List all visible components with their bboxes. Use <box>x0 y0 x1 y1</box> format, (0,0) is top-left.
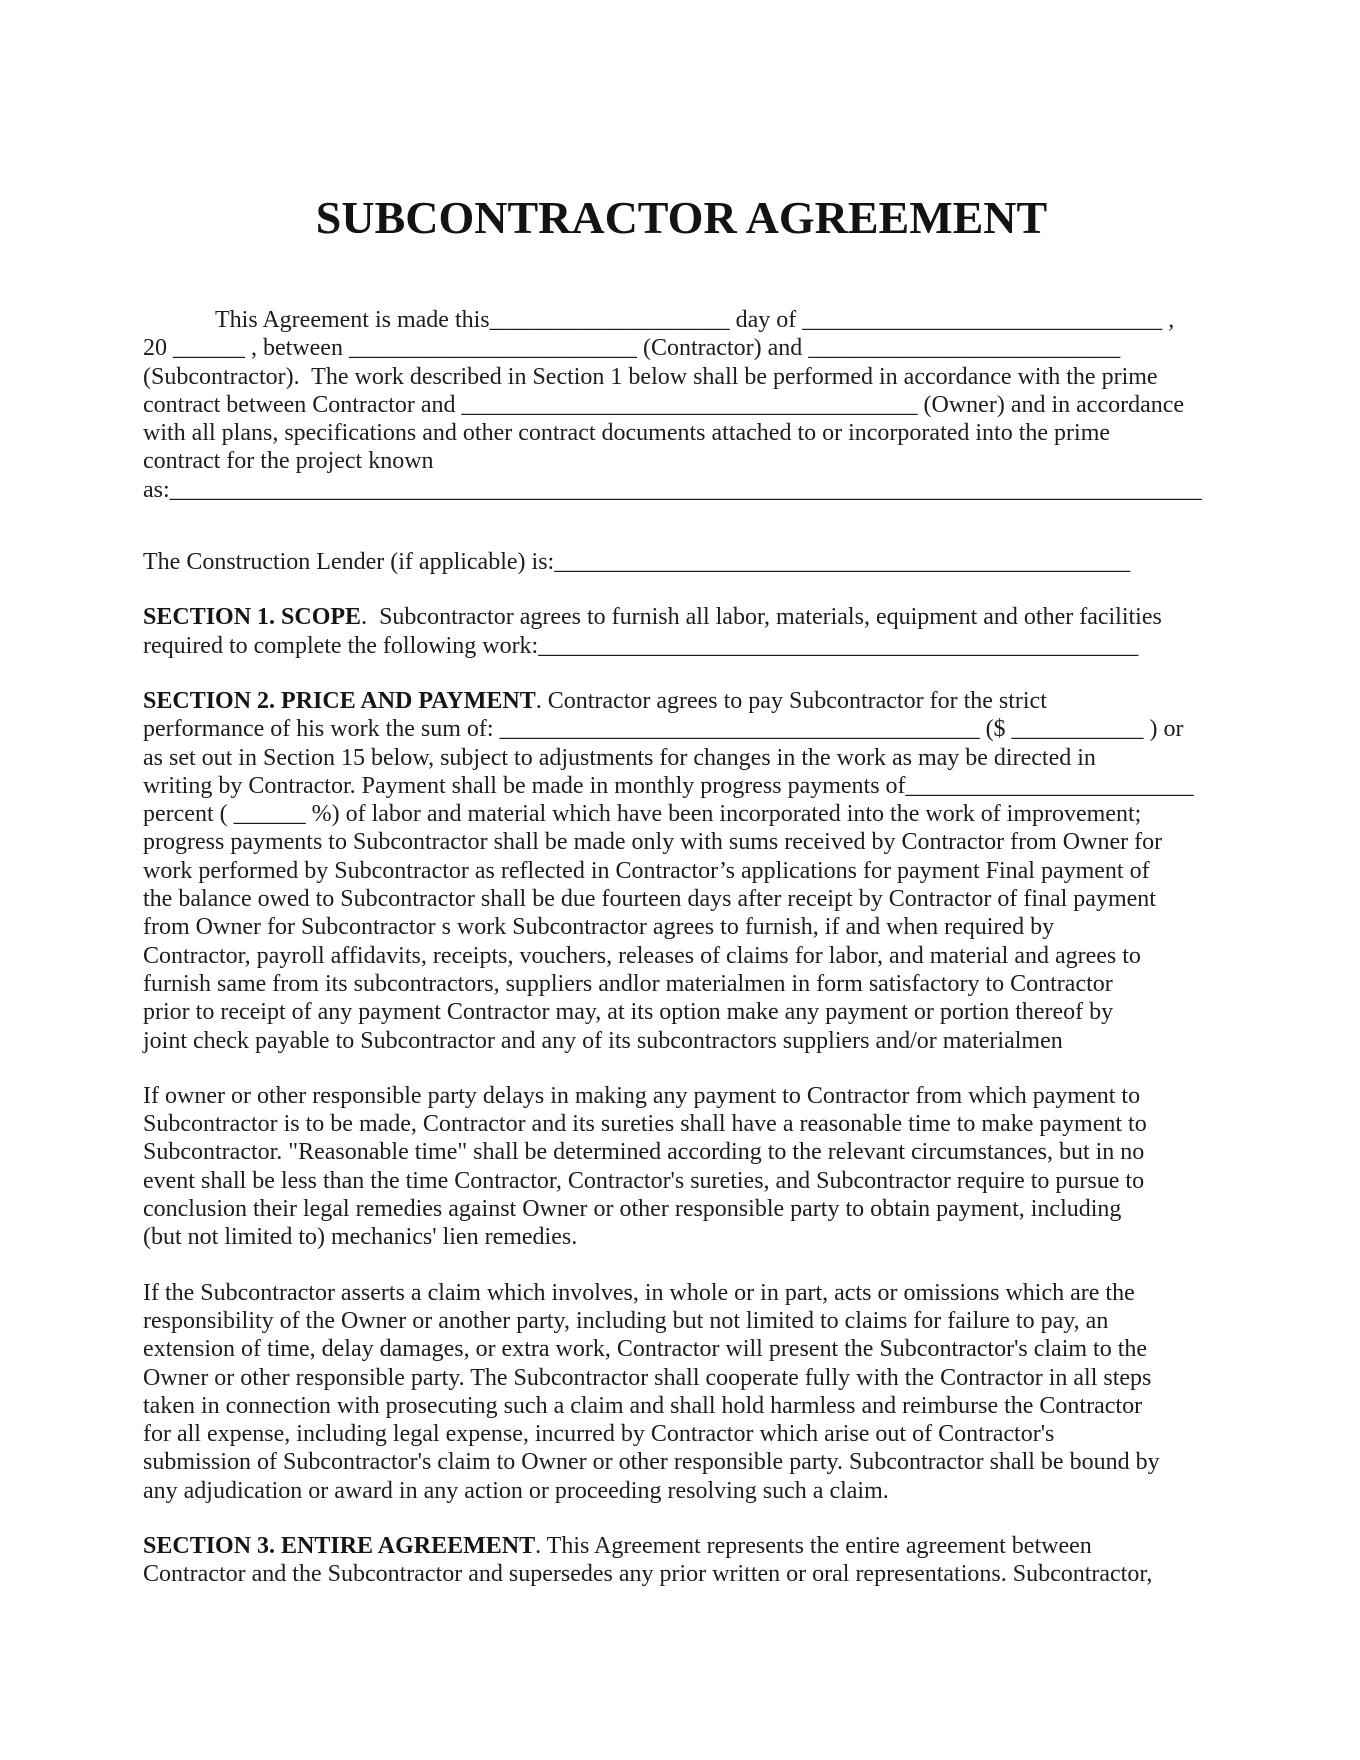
text-line: If the Subcontractor asserts a claim which involves, in whole or in part, acts or omissions which are the <box>143 1279 1135 1306</box>
scope-work-blank-line: required to complete the following work:__________________________________________________ <box>143 632 1139 659</box>
text-line: the balance owed to Subcontractor shall be due fourteen days after receipt by Contractor of final payment <box>143 886 1156 913</box>
text-line: taken in connection with prosecuting such a claim and shall hold harmless and reimburse the Contractor <box>143 1392 1143 1419</box>
text-line: If owner or other responsible party delays in making any payment to Contractor from which payment to <box>143 1082 1141 1109</box>
section-3-heading: SECTION 3. ENTIRE AGREEMENT <box>143 1532 536 1559</box>
section-1-heading-rest: . Subcontractor agrees to furnish all labor, materials, equipment and other facilities <box>361 604 1162 631</box>
text-line: Owner or other responsible party. The Subcontractor shall cooperate fully with the Contractor in all steps <box>143 1364 1152 1391</box>
text-line: conclusion their legal remedies against Owner or other responsible party to obtain payment, including <box>143 1196 1122 1223</box>
project-name-blank-line: as:______________________________________________________________________________________ <box>143 476 1202 503</box>
text-line: progress payments to Subcontractor shall be made only with sums received by Contractor from Owner for <box>143 829 1163 856</box>
section-2-price-payment-paragraph <box>143 687 1220 1055</box>
text-line: any adjudication or award in any action or proceeding resolving such a claim. <box>143 1477 889 1504</box>
text-line: Contractor and the Subcontractor and supersedes any prior written or oral representations. Subcontractor, <box>143 1561 1153 1588</box>
text-line <box>143 687 1220 715</box>
text-line: Subcontractor is to be made, Contractor and its sureties shall have a reasonable time to make payment to <box>143 1111 1147 1138</box>
section-1-scope-paragraph <box>143 603 1220 660</box>
text-line: furnish same from its subcontractors, suppliers andlor materialmen in form satisfactory to Contractor <box>143 970 1113 997</box>
text-line: for all expense, including legal expense, incurred by Contractor which arise out of Contractor's <box>143 1421 1055 1448</box>
text-line: joint check payable to Subcontractor and any of its subcontractors suppliers and/or materialmen <box>143 1027 1063 1054</box>
section-2-heading-rest: . Contractor agrees to pay Subcontractor for the strict <box>535 687 1047 714</box>
text-line: (Subcontractor). The work described in Section 1 below shall be performed in accordance with the prime <box>143 363 1158 390</box>
text-line: work performed by Subcontractor as reflected in Contractor’s applications for payment Final payment of <box>143 857 1150 884</box>
text-line: from Owner for Subcontractor s work Subcontractor agrees to furnish, if and when required by <box>143 914 1055 941</box>
section-3-heading-rest: . This Agreement represents the entire agreement between <box>535 1532 1092 1559</box>
progress-payments-blank-line: writing by Contractor. Payment shall be made in monthly progress payments of________________________ <box>143 772 1194 799</box>
text-line: This Agreement is made this____________________ day of ______________________________ , <box>215 307 1175 333</box>
section-3-entire-agreement-paragraph <box>143 1532 1220 1589</box>
text-line: extension of time, delay damages, or extra work, Contractor will present the Subcontractor's claim to the <box>143 1336 1148 1363</box>
sum-blank-line: performance of his work the sum of: ________________________________________ ($ ___________ ) or <box>143 716 1184 743</box>
text-line: with all plans, specifications and other contract documents attached to or incorporated into the prime <box>143 420 1111 447</box>
intro-paragraph <box>143 306 1220 504</box>
text-line: contract between Contractor and ______________________________________ (Owner) and in accordance <box>143 391 1185 418</box>
text-line: contract for the project known <box>143 448 434 475</box>
text-line <box>143 1532 1220 1560</box>
section-1-heading: SECTION 1. SCOPE <box>143 604 362 631</box>
text-line: Subcontractor. "Reasonable time" shall be determined according to the relevant circumstances, but in no <box>143 1139 1145 1166</box>
text-line: (but not limited to) mechanics' lien remedies. <box>143 1224 578 1251</box>
text-line: submission of Subcontractor's claim to Owner or other responsible party. Subcontractor shall be bound by <box>143 1449 1160 1476</box>
text-line: 20 ______ , between ________________________ (Contractor) and __________________________ <box>143 335 1121 362</box>
document-title: SUBCONTRACTOR AGREEMENT <box>315 192 1048 243</box>
percent-blank-line: percent ( ______ %) of labor and material which have been incorporated into the work of improvement; <box>143 801 1142 828</box>
text-line: responsibility of the Owner or another party, including but not limited to claims for failure to pay, an <box>143 1307 1109 1334</box>
subcontractor-claims-paragraph <box>143 1279 1220 1505</box>
text-line: Contractor, payroll affidavits, receipts, vouchers, releases of claims for labor, and material and agrees to <box>143 942 1141 969</box>
payment-delay-paragraph <box>143 1082 1220 1252</box>
section-2-heading: SECTION 2. PRICE AND PAYMENT <box>143 687 536 714</box>
text-line: event shall be less than the time Contractor, Contractor's sureties, and Subcontractor require to pursue to <box>143 1167 1145 1194</box>
text-line: as set out in Section 15 below, subject to adjustments for changes in the work as may be directed in <box>143 744 1096 771</box>
text-line <box>143 603 1220 631</box>
construction-lender-blank-line: The Construction Lender (if applicable) is:________________________________________________ <box>143 549 1131 576</box>
construction-lender-paragraph <box>143 548 1220 576</box>
text-line: prior to receipt of any payment Contractor may, at its option make any payment or portion thereof by <box>143 999 1114 1026</box>
